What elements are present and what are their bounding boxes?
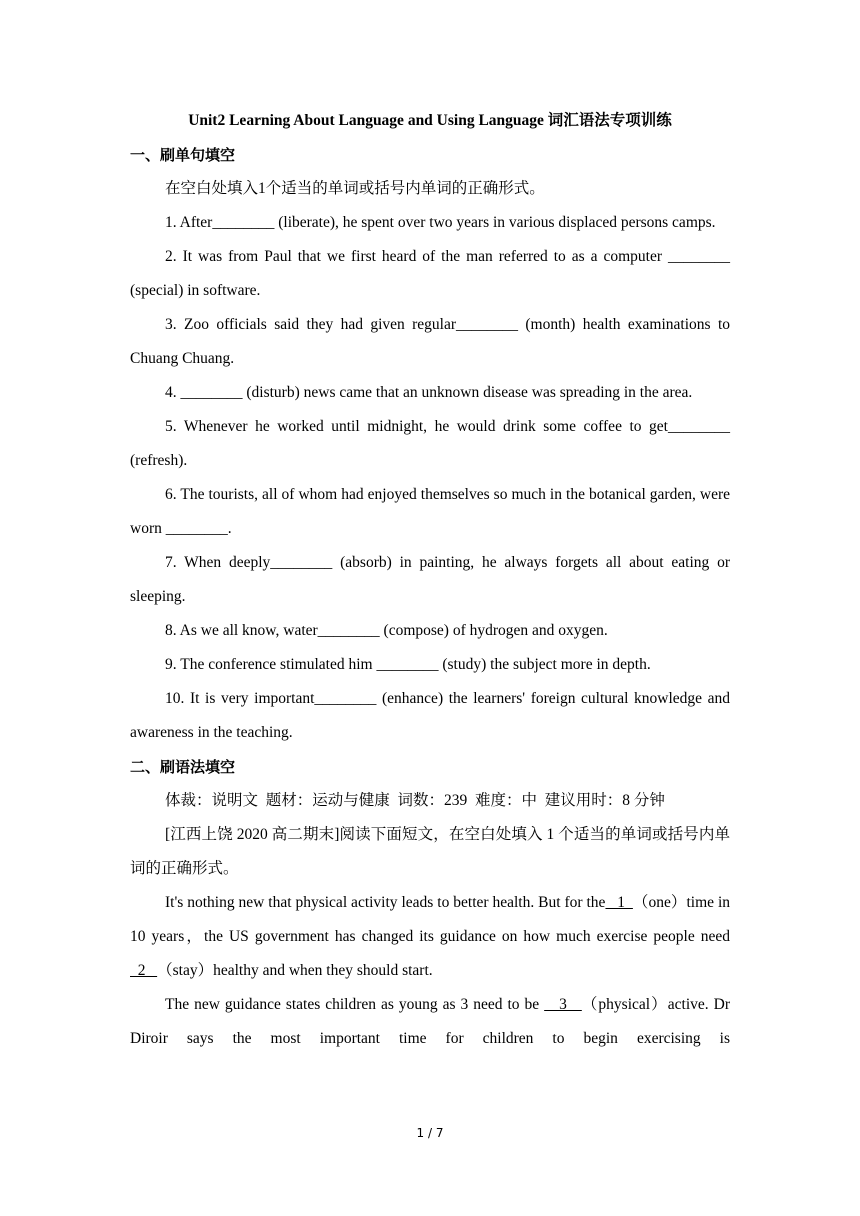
section-heading-1: 一、刷单句填空	[130, 146, 236, 164]
document-page	[130, 104, 730, 1056]
blank-3: 3	[544, 996, 582, 1013]
question-item: 7. When deeply________ (absorb) in painting, he always forgets all about eating or sleeping.	[130, 554, 730, 605]
instruction: 在空白处填入1个适当的单词或括号内单词的正确形式。	[165, 180, 545, 197]
passage-paragraph-2	[130, 988, 730, 1056]
passage-text: （physical）active. Dr Diroir says the most important time for children to begin exercising is	[130, 996, 731, 1047]
question-item: 5. Whenever he worked until midnight, he would drink some coffee to get________ (refresh).	[130, 418, 730, 469]
passage-meta: 体裁：说明文 题材：运动与健康 词数：239 难度：中 建议用时：8 分钟	[165, 792, 665, 809]
question-item: 4. ________ (disturb) news came that an unknown disease was spreading in the area.	[165, 384, 693, 401]
page-number: 1 / 7	[416, 1126, 444, 1140]
blank-1: 1	[605, 894, 633, 911]
blank-2: 2	[130, 962, 158, 979]
question-item: 8. As we all know, water________ (compose) of hydrogen and oxygen.	[165, 622, 608, 639]
question-item: 2. It was from Paul that we first heard of the man referred to as a computer ________ (special) in software.	[130, 248, 730, 299]
question-item: 9. The conference stimulated him ________ (study) the subject more in depth.	[165, 656, 651, 673]
passage-text: The new guidance states children as young as 3 need to be	[165, 996, 545, 1013]
passage-text: （one）time in 10 years，the US government has changed its guidance on how much exercise people need	[130, 894, 730, 945]
question-item: 10. It is very important________ (enhance) the learners' foreign cultural knowledge and awareness in the teaching.	[130, 690, 730, 741]
question-item: 1. After________ (liberate), he spent over two years in various displaced persons camps.	[165, 214, 716, 231]
document-title: Unit2 Learning About Language and Using Language 词汇语法专项训练	[188, 112, 672, 129]
passage-text: （stay）healthy and when they should start.	[157, 962, 433, 979]
question-item: 6. The tourists, all of whom had enjoyed themselves so much in the botanical garden, were worn ________.	[130, 486, 730, 537]
passage-intro: [江西上饶 2020 高二期末]阅读下面短文，在空白处填入 1 个适当的单词或括号内单词的正确形式。	[130, 826, 730, 877]
question-item: 3. Zoo officials said they had given regular________ (month) health examinations to Chuang Chuang.	[130, 316, 730, 367]
passage-paragraph-1	[130, 886, 730, 988]
section-heading-2: 二、刷语法填空	[130, 758, 236, 776]
passage-text: It's nothing new that physical activity leads to better health. But for the	[165, 894, 606, 911]
